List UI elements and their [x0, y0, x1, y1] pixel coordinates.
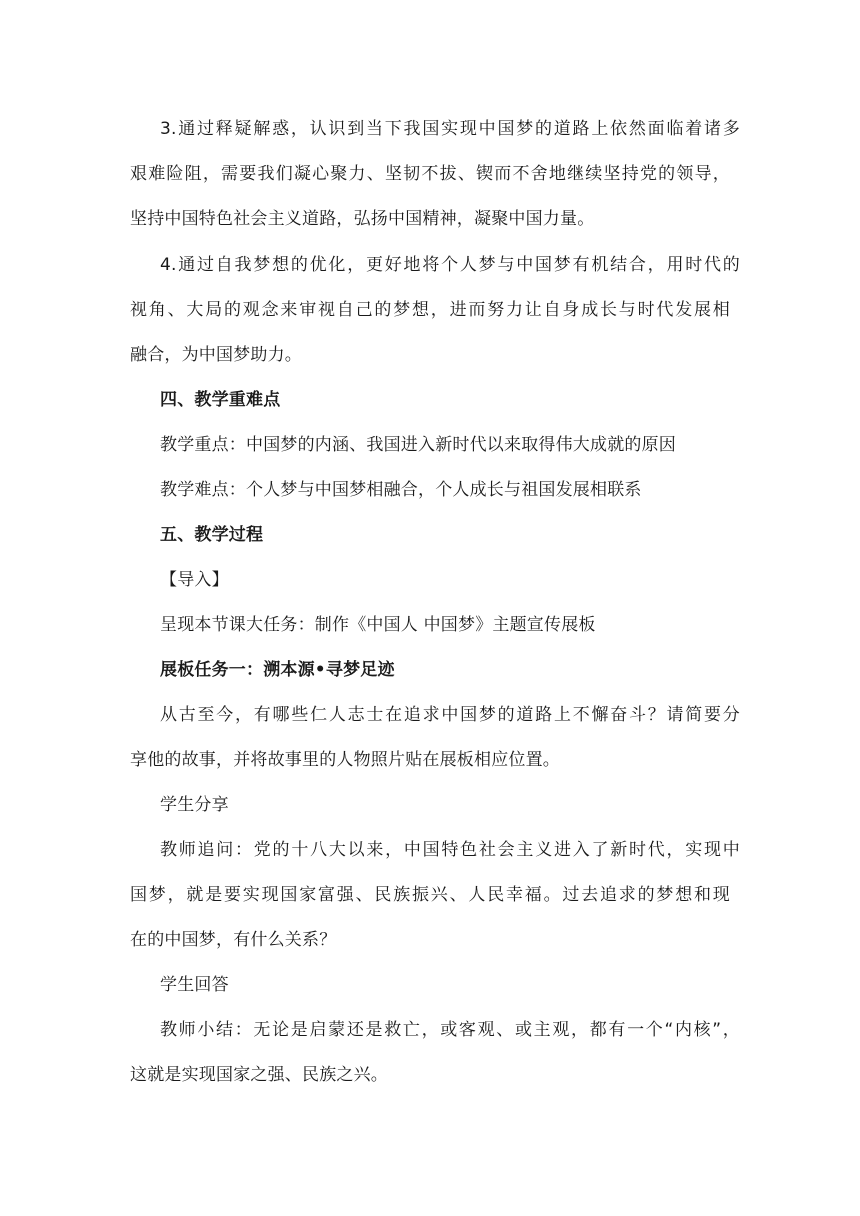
task-1-title: 展板任务一：溯本源•寻梦足迹 — [160, 660, 395, 680]
student-share-text: 学生分享 — [160, 795, 229, 815]
task-present-text: 呈现本节课大任务：制作《中国人 中国梦》主题宣传展板 — [160, 615, 596, 635]
teacher-summary-line-1: 教师小结：无论是启蒙还是救亡，或客观、或主观，都有一个“内核”， — [160, 1020, 740, 1040]
teacher-ask-line-3: 在的中国梦，有什么关系？ — [130, 930, 337, 950]
question-1-line-2: 享他的故事，并将故事里的人物照片贴在展板相应位置。 — [130, 750, 560, 770]
teacher-summary-line-2: 这就是实现国家之强、民族之兴。 — [130, 1065, 388, 1085]
question-1-line-1: 从古至今，有哪些仁人志士在追求中国梦的道路上不懈奋斗？请简要分 — [160, 705, 740, 725]
heading-section-4: 四、教学重难点 — [160, 390, 281, 410]
paragraph-4-line-1: 4.通过自我梦想的优化，更好地将个人梦与中国梦有机结合，用时代的 — [160, 255, 740, 275]
paragraph-3-line-1: 3.通过释疑解惑，认识到当下我国实现中国梦的道路上依然面临着诸多 — [160, 119, 740, 139]
paragraph-3-line-3: 坚持中国特色社会主义道路，弘扬中国精神，凝聚中国力量。 — [130, 209, 595, 229]
teacher-ask-line-2: 国梦，就是要实现国家富强、民族振兴、人民幸福。过去追求的梦想和现 — [130, 885, 730, 905]
paragraph-4-line-3: 融合，为中国梦助力。 — [130, 345, 302, 365]
paragraph-4-line-2: 视角、大局的观念来审视自己的梦想，进而努力让自身成长与时代发展相 — [130, 300, 730, 320]
student-answer-text: 学生回答 — [160, 975, 229, 995]
intro-tag: 【导入】 — [160, 570, 229, 590]
difficult-point-text: 教学难点：个人梦与中国梦相融合，个人成长与祖国发展相联系 — [160, 480, 642, 500]
heading-section-5: 五、教学过程 — [160, 525, 264, 545]
teacher-ask-line-1: 教师追问：党的十八大以来，中国特色社会主义进入了新时代，实现中 — [160, 840, 740, 860]
key-point-text: 教学重点：中国梦的内涵、我国进入新时代以来取得伟大成就的原因 — [160, 435, 676, 455]
paragraph-3-line-2: 艰难险阻，需要我们凝心聚力、坚韧不拔、锲而不舍地继续坚持党的领导， — [130, 164, 730, 184]
